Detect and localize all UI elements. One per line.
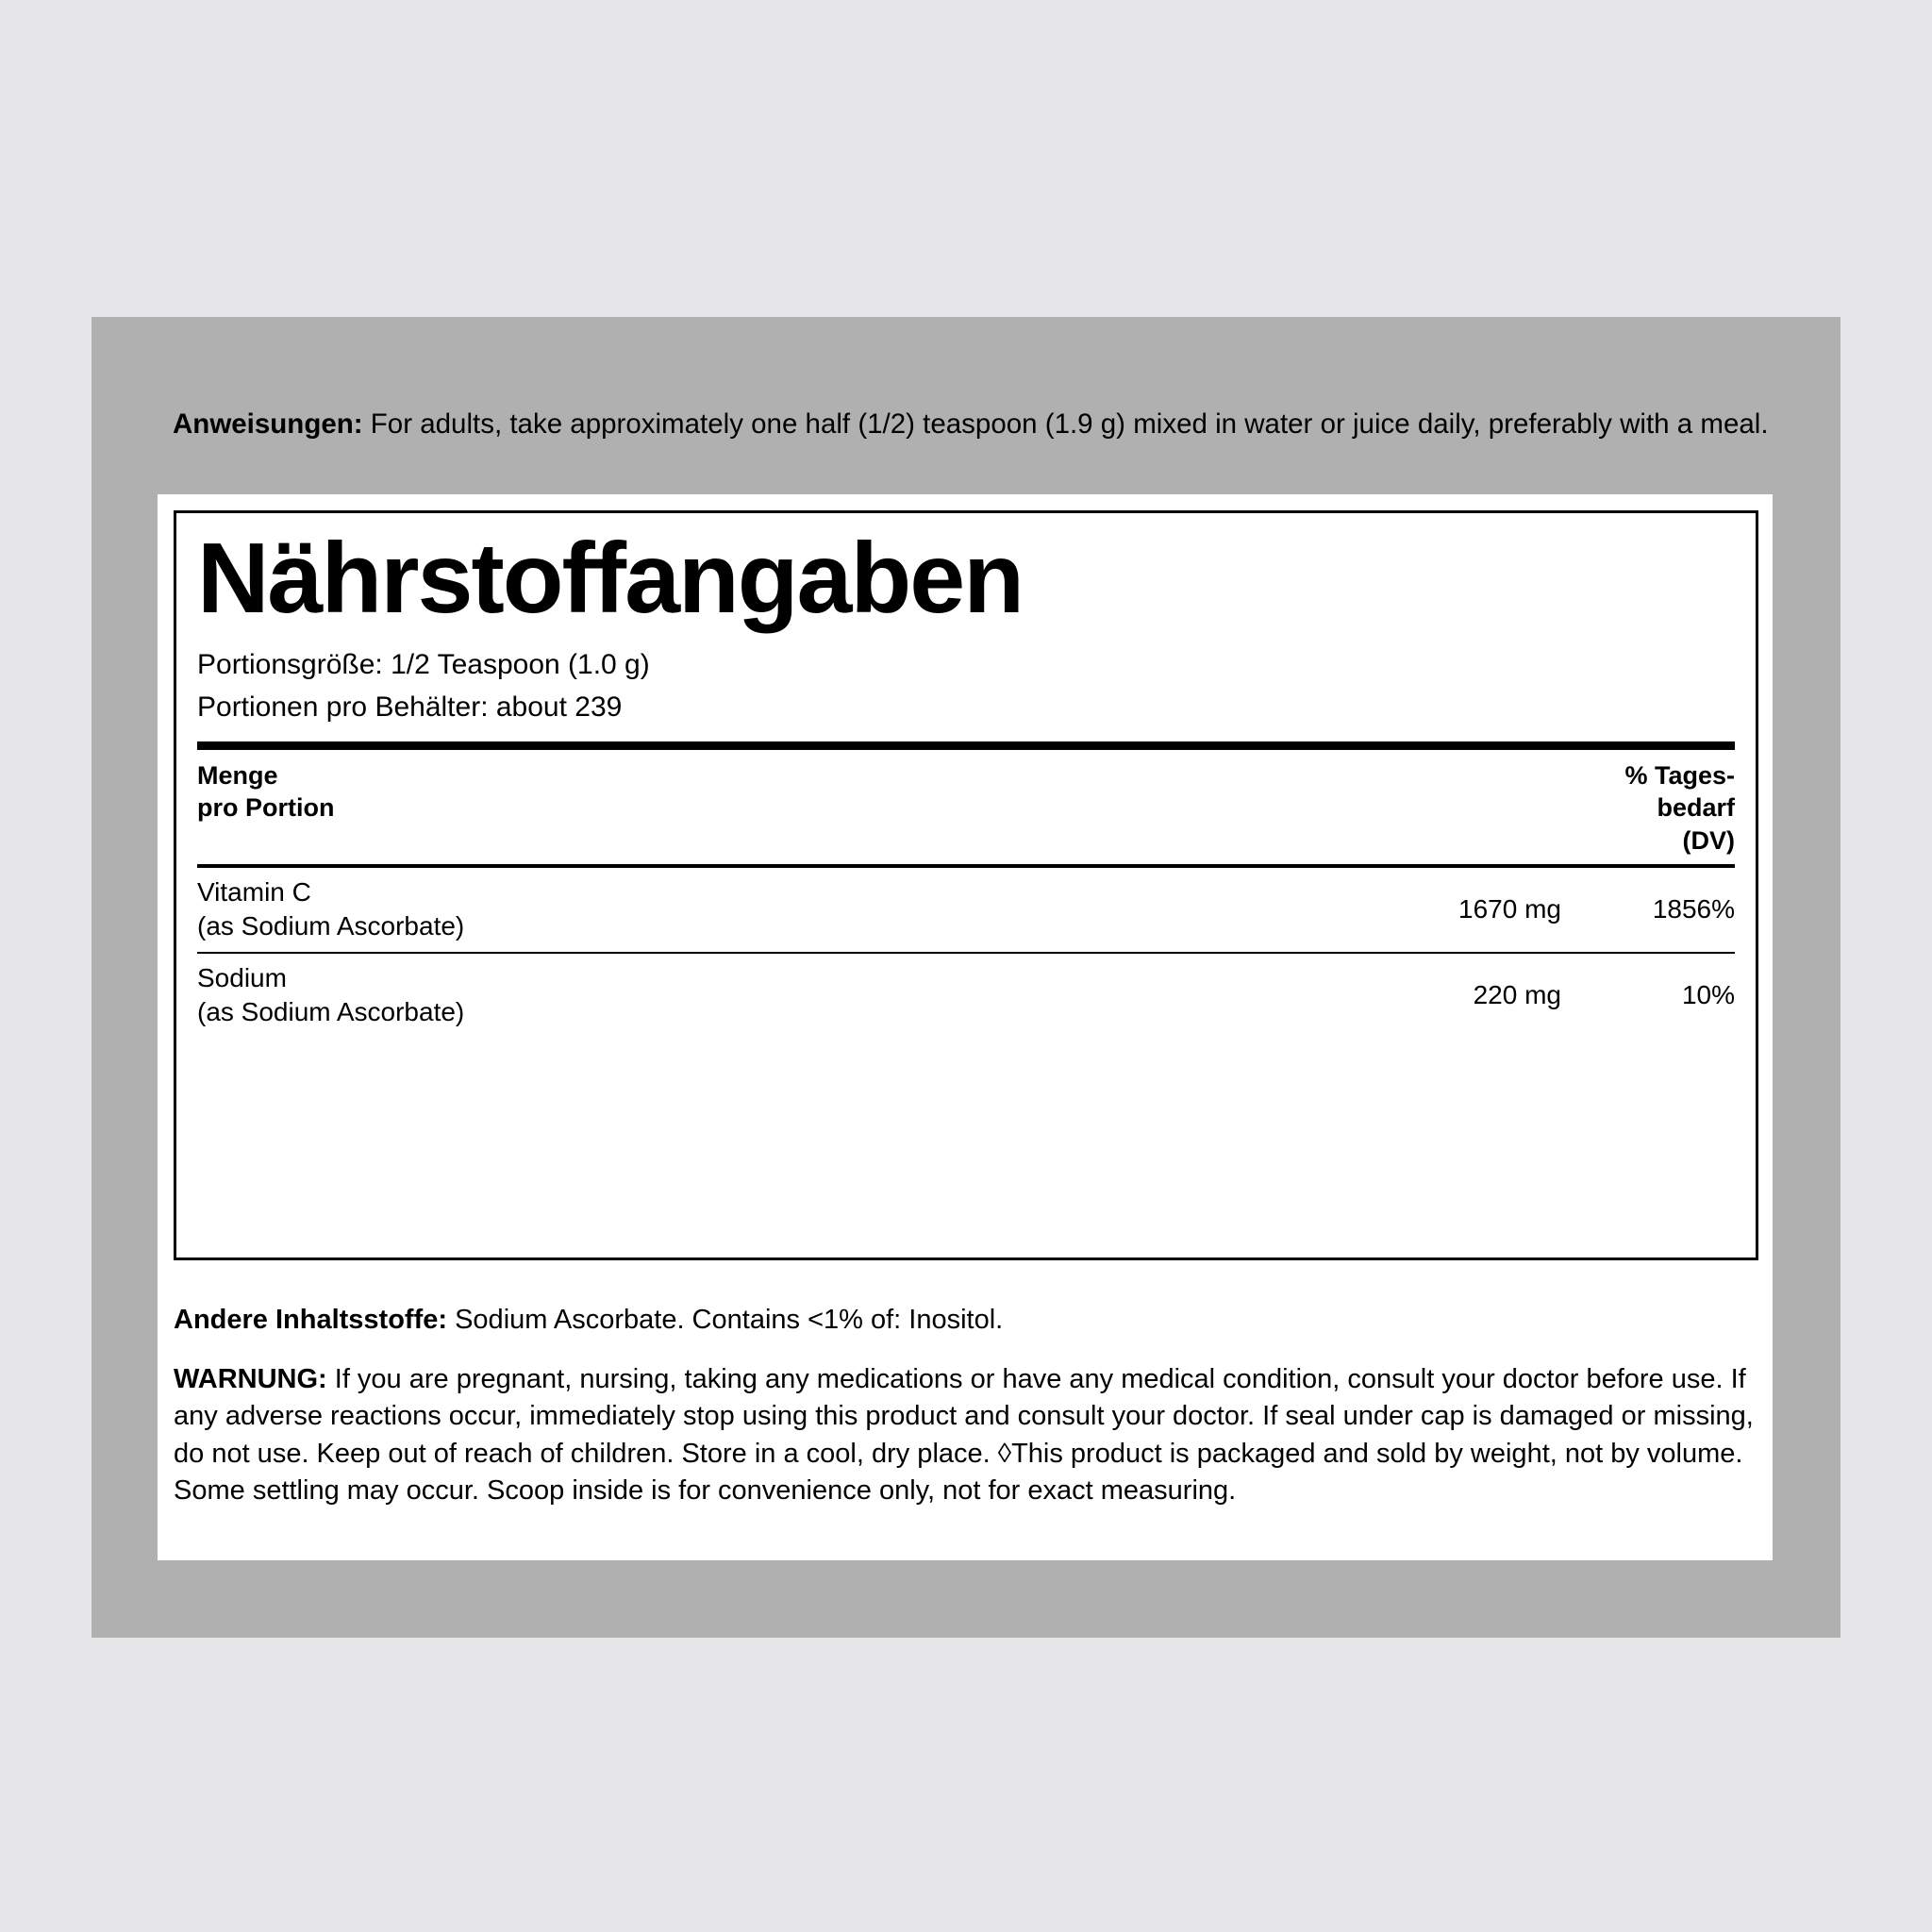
- nutrient-name: Vitamin C: [197, 876, 311, 907]
- serving-info: [176, 631, 1756, 728]
- dv-header-line1: % Tages-: [1624, 761, 1735, 791]
- other-ingredients-text: [174, 1303, 1758, 1339]
- amount-per-serving-header: [197, 759, 334, 857]
- servings-per-container: Portionen pro Behälter: about 239: [197, 691, 623, 723]
- nutrient-source: (as Sodium Ascorbate): [197, 911, 465, 941]
- nutrient-amount: 1670 mg: [1458, 894, 1561, 924]
- label-white-card: [158, 494, 1773, 1560]
- nutrient-amount: 220 mg: [1473, 979, 1561, 1009]
- daily-value-header: [1624, 759, 1735, 857]
- directions-text: [173, 406, 1776, 442]
- amount-header-line1: Menge: [197, 761, 278, 791]
- directions-body: For adults, take approximately one half (1/2) teaspoon (1.9 g) mixed in water or juice daily, preferably with a meal.: [362, 408, 1769, 440]
- amount-header-line2: pro Portion: [197, 793, 335, 823]
- warning-body: If you are pregnant, nursing, taking any medications or have any medical condition, consult your doctor before use. If any adverse reactions occur, immediately stop using this product and consult your doctor. If seal under cap is damaged or missing, do not use. Keep out of reach of children. Store in a cool, dry place. ◊This product is packaged and sold by weight, not by volume. Some settling may occur. Scoop inside is for convenience only, not for exact measuring.: [174, 1364, 1754, 1507]
- amount-header-row: [176, 750, 1756, 864]
- supplement-label-panel: [92, 317, 1840, 1638]
- dv-header-line3: (DV): [1682, 825, 1735, 855]
- nutrition-facts-box: [174, 510, 1758, 1260]
- table-row: [176, 868, 1756, 952]
- nutrient-name-cell: [197, 961, 1344, 1030]
- nutrient-name-cell: [197, 875, 1344, 944]
- divider-thick: [197, 741, 1735, 750]
- table-row: [176, 954, 1756, 1038]
- directions-label: Anweisungen:: [173, 408, 363, 440]
- nutrient-source: (as Sodium Ascorbate): [197, 997, 465, 1027]
- warning-text: [174, 1361, 1770, 1510]
- nutrient-daily-value: 1856%: [1652, 894, 1735, 924]
- nutrition-facts-title: Nährstoffangaben: [197, 523, 1023, 634]
- dv-header-line2: bedarf: [1657, 793, 1735, 823]
- nutrient-daily-value: 10%: [1681, 979, 1735, 1009]
- warning-label: WARNUNG:: [174, 1364, 327, 1394]
- nutrient-name: Sodium: [197, 962, 287, 992]
- serving-size: Portionsgröße: 1/2 Teaspoon (1.0 g): [197, 649, 650, 681]
- other-ingredients-label: Andere Inhaltsstoffe:: [174, 1305, 448, 1335]
- other-ingredients-body: Sodium Ascorbate. Contains <1% of: Inositol.: [447, 1305, 1004, 1335]
